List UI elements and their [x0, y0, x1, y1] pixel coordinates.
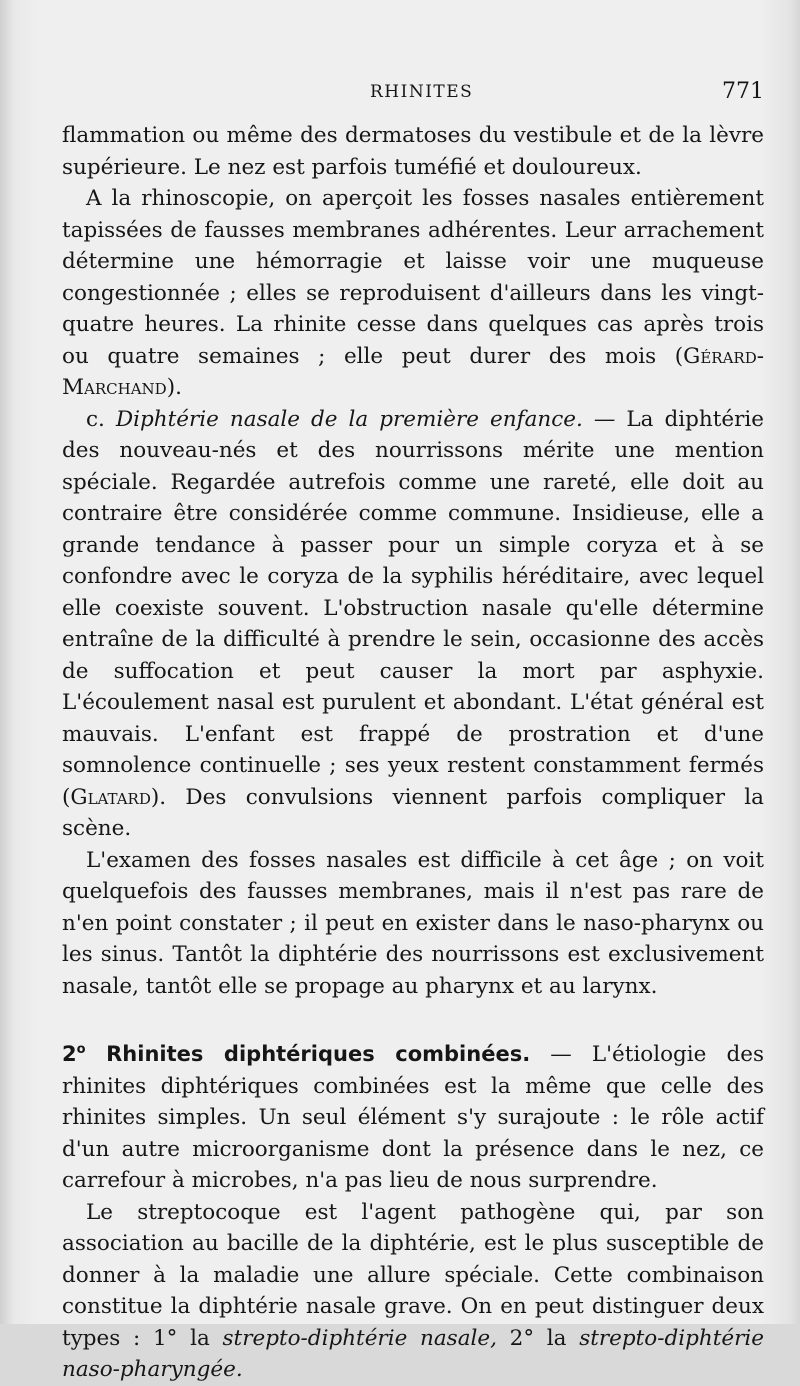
running-title: RHINITES [370, 82, 474, 102]
author-citation: Gérard-Marchand [62, 343, 764, 400]
paragraph-text: A la rhinoscopie, on aperçoit les fosses nasales entièrement tapissées de fausses membranes adhérentes. Leur arrachement détermine une hémorragie et laisse voir une muqueuse congestionnée ; elles se reproduisent d'ailleurs dans les vingt-quatre heures. La rhinite cesse dans quelques cas après trois ou quatre semaines ; elle peut durer des mois ( [62, 186, 764, 369]
paragraph-rhinoscopie [62, 183, 764, 404]
type-strepto-nasale: strepto-diphtérie nasale, [222, 1325, 497, 1351]
paragraph-continued [62, 120, 764, 183]
section-rhinites-combinees [62, 1034, 764, 1197]
section-number: 2 [62, 1042, 77, 1066]
section-number-ordinal: o [76, 1042, 86, 1057]
subsection-title: Diphtérie nasale de la première enfance. [115, 406, 583, 432]
section-heading-text: Rhinites diphtériques combinées. [85, 1042, 531, 1066]
paragraph-text: ). Des convulsions viennent parfois compliquer la scène. [62, 784, 764, 841]
paragraph-streptocoque [62, 1197, 764, 1386]
author-citation: Glatard [70, 784, 151, 810]
paragraph-text: — L'étiologie des rhinites diphtériques combinées est la même que celle des rhinites simples. Un seul élément s'y surajoute : le rôle actif d'un autre microorganisme dont la présence dans le nez, ce carrefour à microbes, n'a pas lieu de nous surprendre. [62, 1042, 764, 1193]
subsection-label: c. [86, 406, 105, 432]
page-number: 771 [722, 79, 764, 104]
paragraph-text: flammation ou même des dermatoses du vestibule et de la lèvre supérieure. Le nez est parfois tuméfié et douloureux. [62, 123, 764, 180]
type-strepto-naso-pharyngee: strepto-diphtérie naso-pharyngée. [62, 1325, 764, 1382]
paragraph-diphterie-nasale [62, 404, 764, 845]
body-text [62, 120, 764, 1386]
page-header [62, 78, 764, 106]
paragraph-examen [62, 845, 764, 1003]
section-heading [62, 1042, 530, 1066]
paragraph-text: L'examen des fosses nasales est difficile à cet âge ; on voit quelquefois des fausses membranes, mais il n'est pas rare de n'en point constater ; il peut en exister dans le naso-pharynx ou les sinus. Tantôt la diphtérie des nourrissons est exclusivement nasale, tantôt elle se propage au pharynx et au larynx. [62, 847, 764, 999]
paragraph-text: — La diphtérie des nouveau-nés et des nourrissons mérite une mention spéciale. Regardée autrefois comme une rareté, elle doit au contraire être considérée comme commune. Insidieuse, elle a grande tendance à passer pour un simple coryza et à se confondre avec le coryza de la syphilis héréditaire, avec lequel elle coexiste souvent. L'obstruction nasale qu'elle détermine entraîne de la difficulté à prendre le sein, occasionne des accès de suffocation et peut causer la mort par asphyxie. L'écoulement nasal est purulent et abondant. L'état général est mauvais. L'enfant est frappé de prostration et d'une somnolence continuelle ; ses yeux restent constamment fermés ( [62, 406, 764, 810]
paragraph-text: Le streptocoque est l'agent pathogène qui, par son association au bacille de la diphtérie, est le plus susceptible de donner à la maladie une allure spéciale. Cette combinaison constitue la diphtérie nasale grave. On en peut distinguer deux types : 1° la [62, 1199, 764, 1351]
paragraph-text: ). [166, 375, 182, 400]
paragraph-text: 2° la [496, 1325, 580, 1351]
